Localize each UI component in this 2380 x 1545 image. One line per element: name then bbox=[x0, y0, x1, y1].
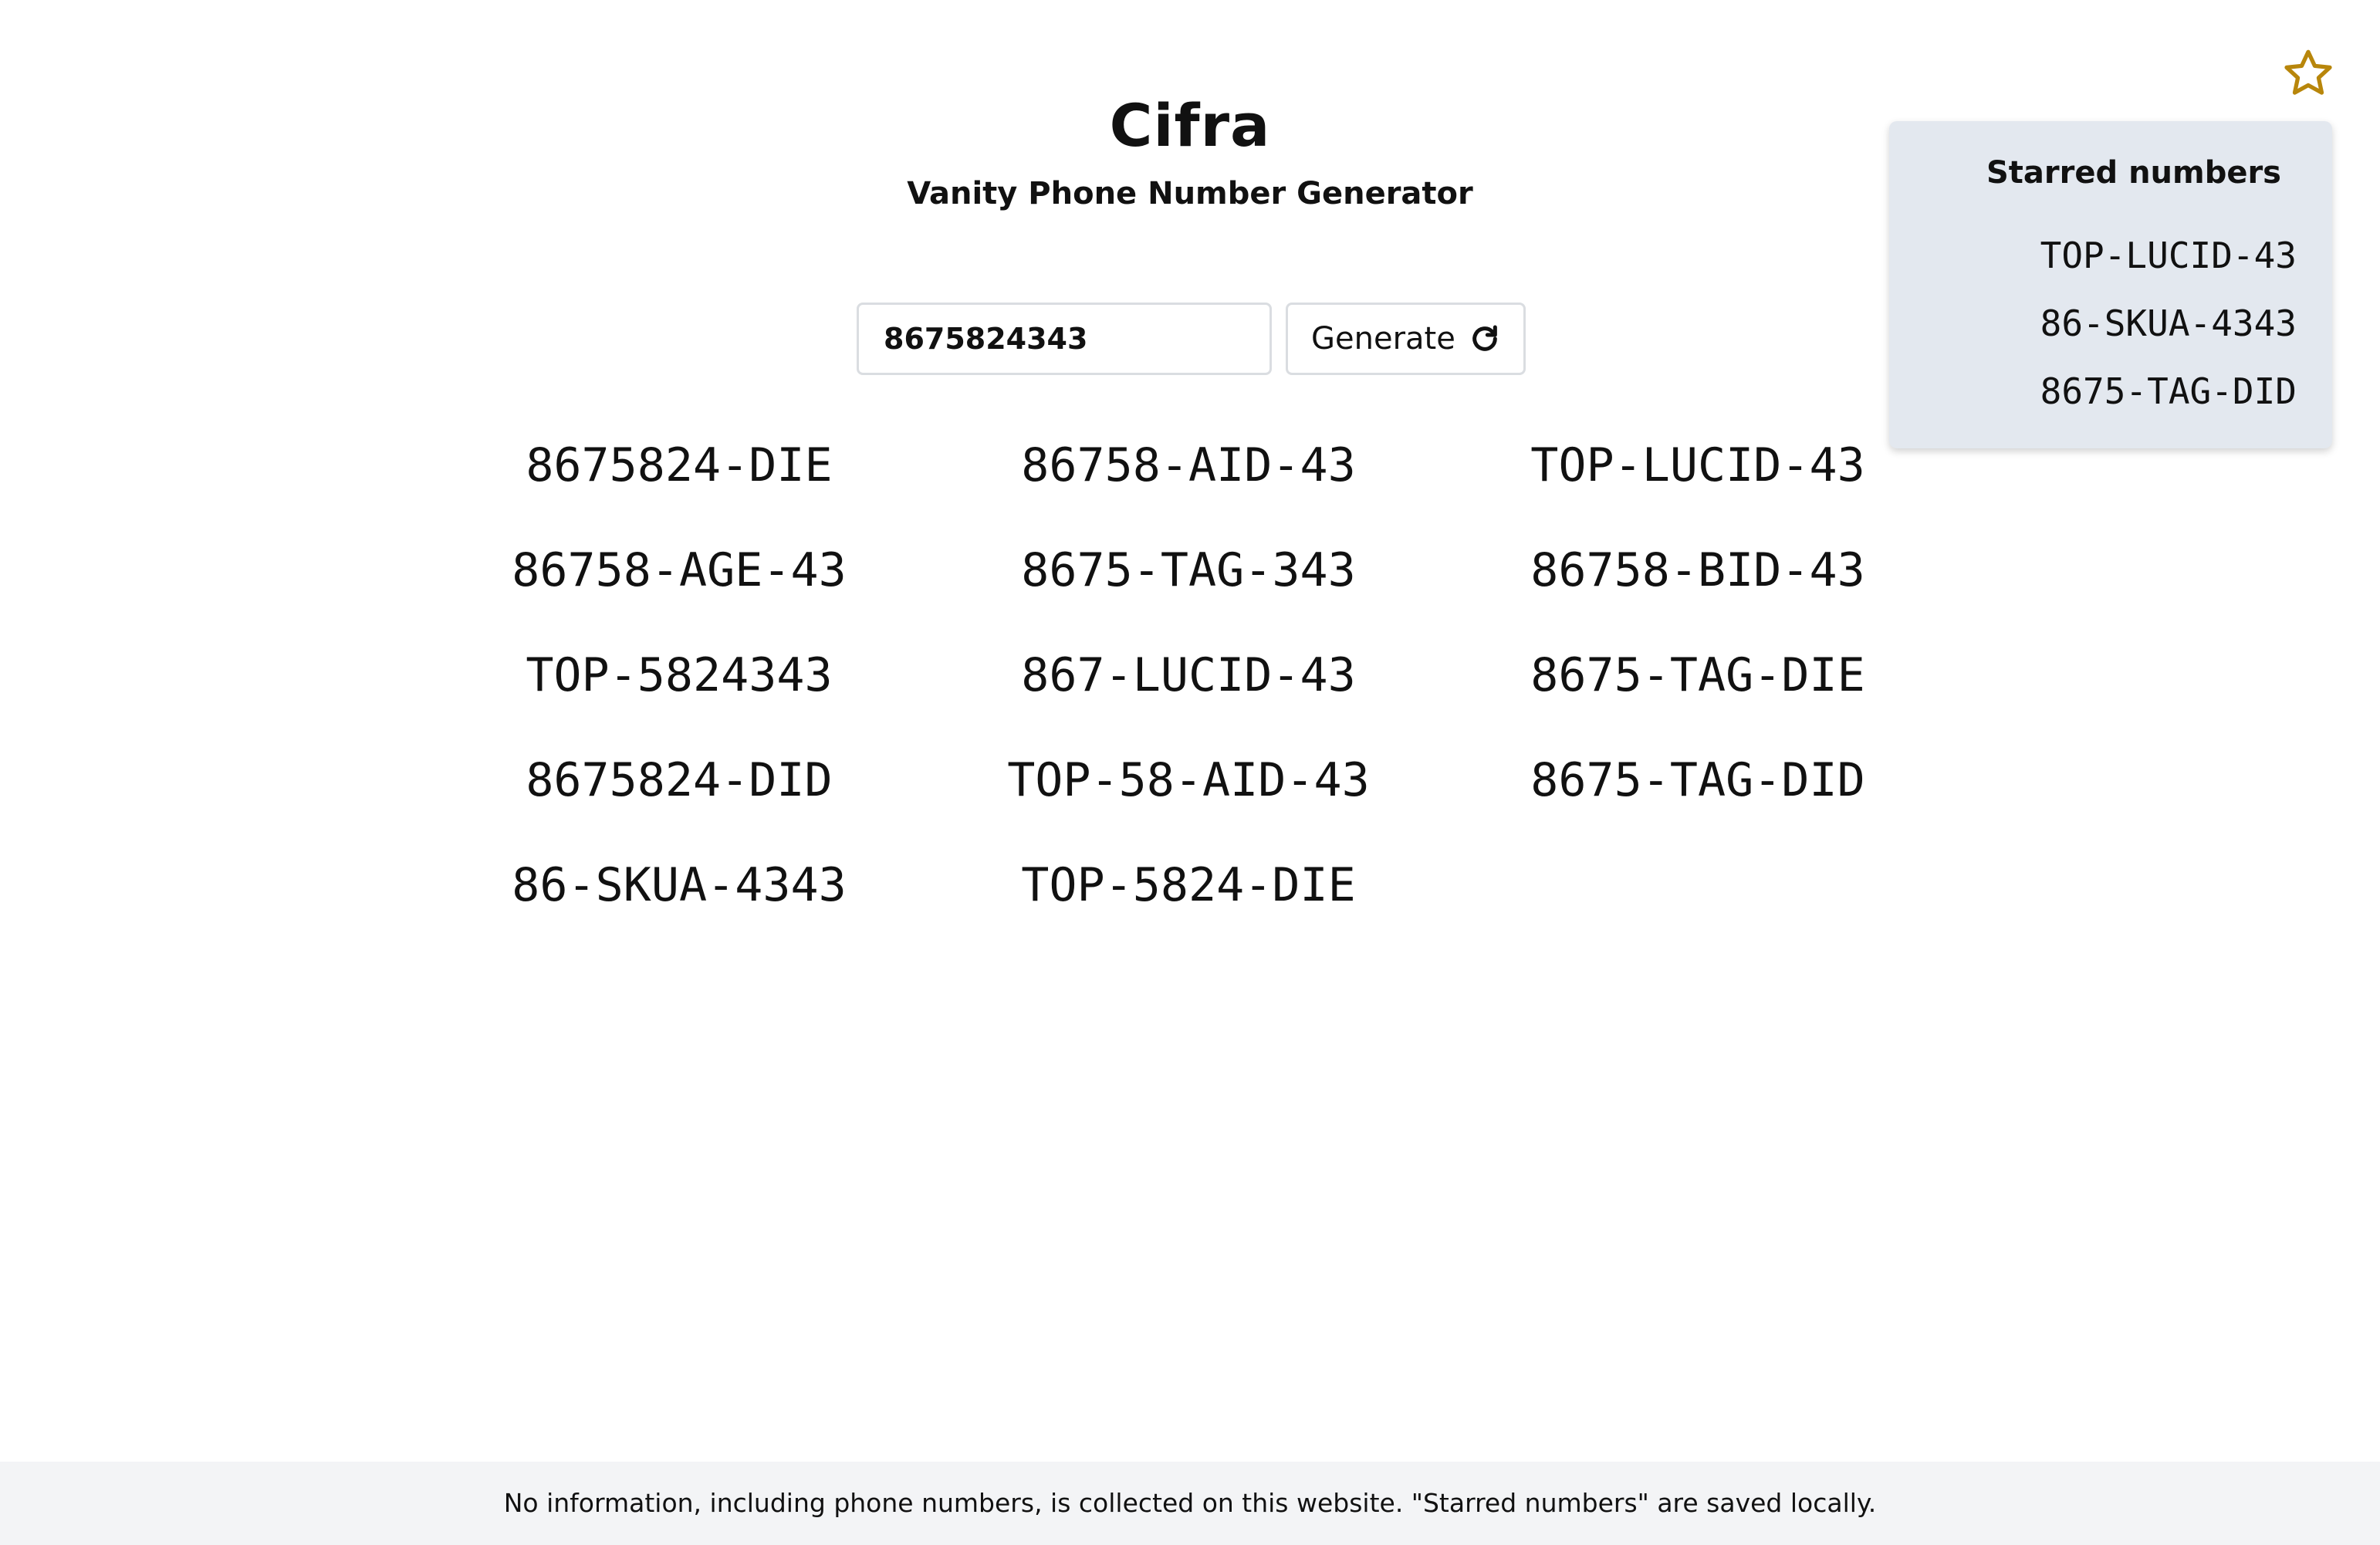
result-item[interactable]: 8675-TAG-DIE bbox=[1530, 648, 1865, 702]
starred-item[interactable]: 86-SKUA-4343 bbox=[2040, 303, 2297, 344]
result-item[interactable]: 8675-TAG-343 bbox=[1021, 543, 1356, 597]
result-item[interactable]: TOP-58-AID-43 bbox=[1007, 753, 1370, 807]
generate-button-label: Generate bbox=[1311, 321, 1455, 357]
starred-item[interactable]: TOP-LUCID-43 bbox=[2040, 235, 2297, 276]
starred-item[interactable]: 8675-TAG-DID bbox=[2040, 370, 2297, 412]
search-row bbox=[857, 303, 1526, 375]
result-item[interactable]: 8675824-DIE bbox=[526, 438, 833, 492]
result-item[interactable]: TOP-5824343 bbox=[526, 648, 833, 702]
starred-numbers-panel bbox=[1889, 121, 2332, 448]
footer-text: No information, including phone numbers, is collected on this website. "Starred numbers" are saved locally. bbox=[503, 1488, 1877, 1518]
result-item[interactable]: 8675-TAG-DID bbox=[1530, 753, 1865, 807]
result-item[interactable]: 8675824-DID bbox=[526, 753, 833, 807]
page-subtitle: Vanity Phone Number Generator bbox=[907, 176, 1473, 211]
starred-numbers-title: Starred numbers bbox=[1986, 155, 2281, 191]
refresh-icon bbox=[1469, 323, 1500, 354]
star-icon[interactable] bbox=[2281, 46, 2335, 100]
result-item[interactable]: 867-LUCID-43 bbox=[1021, 648, 1356, 702]
result-item[interactable]: 86-SKUA-4343 bbox=[512, 858, 847, 912]
phone-number-input[interactable] bbox=[857, 303, 1272, 375]
result-item[interactable]: TOP-LUCID-43 bbox=[1530, 438, 1865, 492]
results-grid bbox=[424, 428, 1952, 953]
page-title: Cifra bbox=[1109, 91, 1271, 160]
result-item[interactable]: 86758-BID-43 bbox=[1530, 543, 1865, 597]
result-item[interactable]: 86758-AID-43 bbox=[1021, 438, 1356, 492]
result-item[interactable]: 86758-AGE-43 bbox=[512, 543, 847, 597]
footer bbox=[0, 1462, 2380, 1545]
result-item[interactable]: TOP-5824-DIE bbox=[1021, 858, 1356, 912]
generate-button[interactable] bbox=[1286, 303, 1526, 375]
